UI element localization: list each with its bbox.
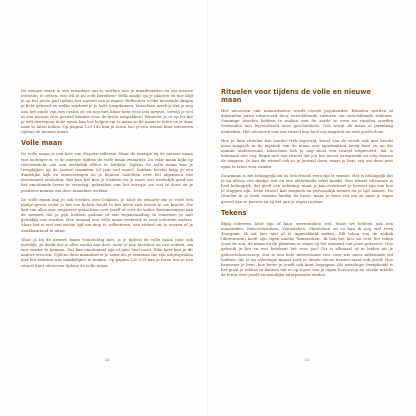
left-paragraph: De nieuwe maan is een maanfase om te werken aan je manifestaties en om nieuwe intenties te zetten: wat wil je nu echt bereiken? Welk zaadje ga je planten en hoe blijf je op het juiste pad tijdens het wassen van je maan? Reflecteer welke missende dingen je hebt geleerd en welke wijsheid je je hebt toegekomen. Misschien merk je dat je nog aan het einde van een cyclus zit en nog niet klaar bent voor iets nieuws, terwijl je wel in een nieuwe fase gevoed kunnen voor de grote aanpakken? Wanneer je er op let dat je wilt instromen in de maan kan het helpen om te maan in de maan te laten en je daar naar te laten leiden. Op pagina 129-145 kun je lezen hoe je een ritueel kunt uitvoeren tijdens de nieuwe maan. — [21, 88, 193, 135]
right-page — [221, 88, 393, 368]
page-number-left: 10 — [104, 358, 110, 362]
section-title-tekens: Tekens — [221, 208, 247, 217]
left-paragraph: De volle maan kun je ook werken over loslaten. Je kunt de zwaarte die je voelt een plekje geven zodat je het ren lichter hoofd in het leven zult lossen in uw kracht. Die kan van alles zijn: negatieve gedachten over jezelf of over de ander, herinneringen aan de mensen die je pijn hebben gedaan of een tegenstanding in waarmee je niet gelukkig van worden. Hoe iemand een volle maan verteerd, is voor iedereen anders. Maar het is wel een mooie tijd om diep te reflecteren, een ritueel uit te voeren of je dankbaarheid te uiten. — [21, 196, 193, 233]
page-number-right: 11 — [304, 358, 310, 362]
right-paragraph: Bijna iedereen kent zijn of haar sterrenteken wel. Maar we hebben ook een maanteken, Mercuriusteken, Venusteken, Marsteken en zo kan ik nog wel even doorgaan. Ik zal hier niet al te ingewikkeld maken. Elk teken van de zodiak (dierenriem) heeft zijn eigen unieke 'kenmerken'. Ik heb het hier nu over het teken waar de zon, de maan en de planeten in staan op het moment van jouw geboorte. Hoe gebruik je het en wat betekent het voor jou? Dit is allemaal af te leiden uit je geboortehoroscoop. Dat is een hele interessante reis voor wie meer informatie wil hebben. Als je op astrologie ingaat zoek je diepte nieuw bewust maar ook jezelf. Hoe bewuster je bent, hoe beter je jezelf ook kunt begrijpen. Als astrologie bezighoudt is het goed je tekens te kennen om er op lopen van je eigen horoscoop en sterke inzicht de leren over jezelf en moeilijke interpretatie vinden. — [221, 220, 393, 278]
left-paragraph: De volle maan is een fase van diepere reflectie. Waar de energie bij de nieuwe maan wat luchtiger is, is de energie tijdens de volle maan zwaarder. De volle maan kijkt op reisoverzicht van een werkelijk effect te hebben. Tijdens de volle maan kun je terugkijken op de laatste maanden (of jaar wel meer), hebben hierbij krijg je een duidelijke kijk en nuanceringen en je kunnen inzichten over het algemeen wat emotioneel uitsluiten. Bat kan het kun je loslaten en je moet wat werkelijk goed om het emotionele leven te ervaring, gebruiken van het energie om wat te doen en je positieve manier om deze maanfase werken. — [21, 151, 193, 193]
book-gutter — [207, 0, 209, 416]
right-paragraph: Daarmaan is het belangrijk om na een ritueel even tijd te nemen. Het is belangrijk dat je na afloop een dankje wat en een afsluitende tekst maakt. Een ritueel uitvoeren is heel belangrijk, dat geeft een oefening, maar je kan eventueel je bewust zijn van hoe je stappen zijn. Deze ritueel kan magisch en persoonlijk nemen en je tijd nemen. De rituelen in je boek vormen hierbij de basis, maar je bent vrij om ze naar je eigen gevoel aan te passen en zij het aan je eigen routine. — [221, 172, 393, 204]
section-title-volle-maan: Volle maan — [21, 139, 63, 148]
left-paragraph: Waar je bij de nieuwe maan voorzichtig met, is je tijdens de volle maan juist ook moeilijk. Je denkt dat je alles rustig aan doet, want je kan hierdoor en ruzi nemen, om wer verder te kunnen. Dat kan emotioneel zijn of juist heel mooi. Elke keer kan je dit anders ervaren. Tijdens deze maanfase is je soms als je intenties die zijn uitgesproken met het loslaten was makkelijker te maken. Op pagina 220-235 kun je lezen hoe je een ritueel kunt uitvoeren tijdens de volle maan. — [21, 236, 193, 268]
right-paragraph: Hoe je hem rituelen kan zonder trek ingevuld, kunst van de wordt ook met kracht mooi magisch in de mystiek van de maan met spiritualiteit bezig bent en op die manier ondersteund. Misschien heb je nog mooi een ritueel uitgevoerd, dat is helemaal niet erg. Begin met een ritueel dat jou het meest aanspreekt en volg daarna de stappen. Je kan dit ritueel ook in je journal doen, maar je bent vrij om deze juist open te laten voor ruimte. — [221, 137, 393, 169]
left-page — [21, 88, 193, 368]
right-paragraph: Het uitvoeren van maanrituelen wordt steeds populairder. Rituelen worden al duizenden jaren uitgevoerd door verschillende culturen om verschillende redenen. Sommige rituelen hebben te maken met de aarde te eren en rituelen worden verbonden met bijvoorbeeld onze geschiedenis. Ook wordt de maan al jarenlang aanbeden. Het uitvoeren van een ritueel kan heel erg magisch en veel goeds doen. — [221, 108, 393, 134]
section-title-rituelen: Rituelen voor tijdens de volle en nieuwe maan — [221, 88, 371, 104]
